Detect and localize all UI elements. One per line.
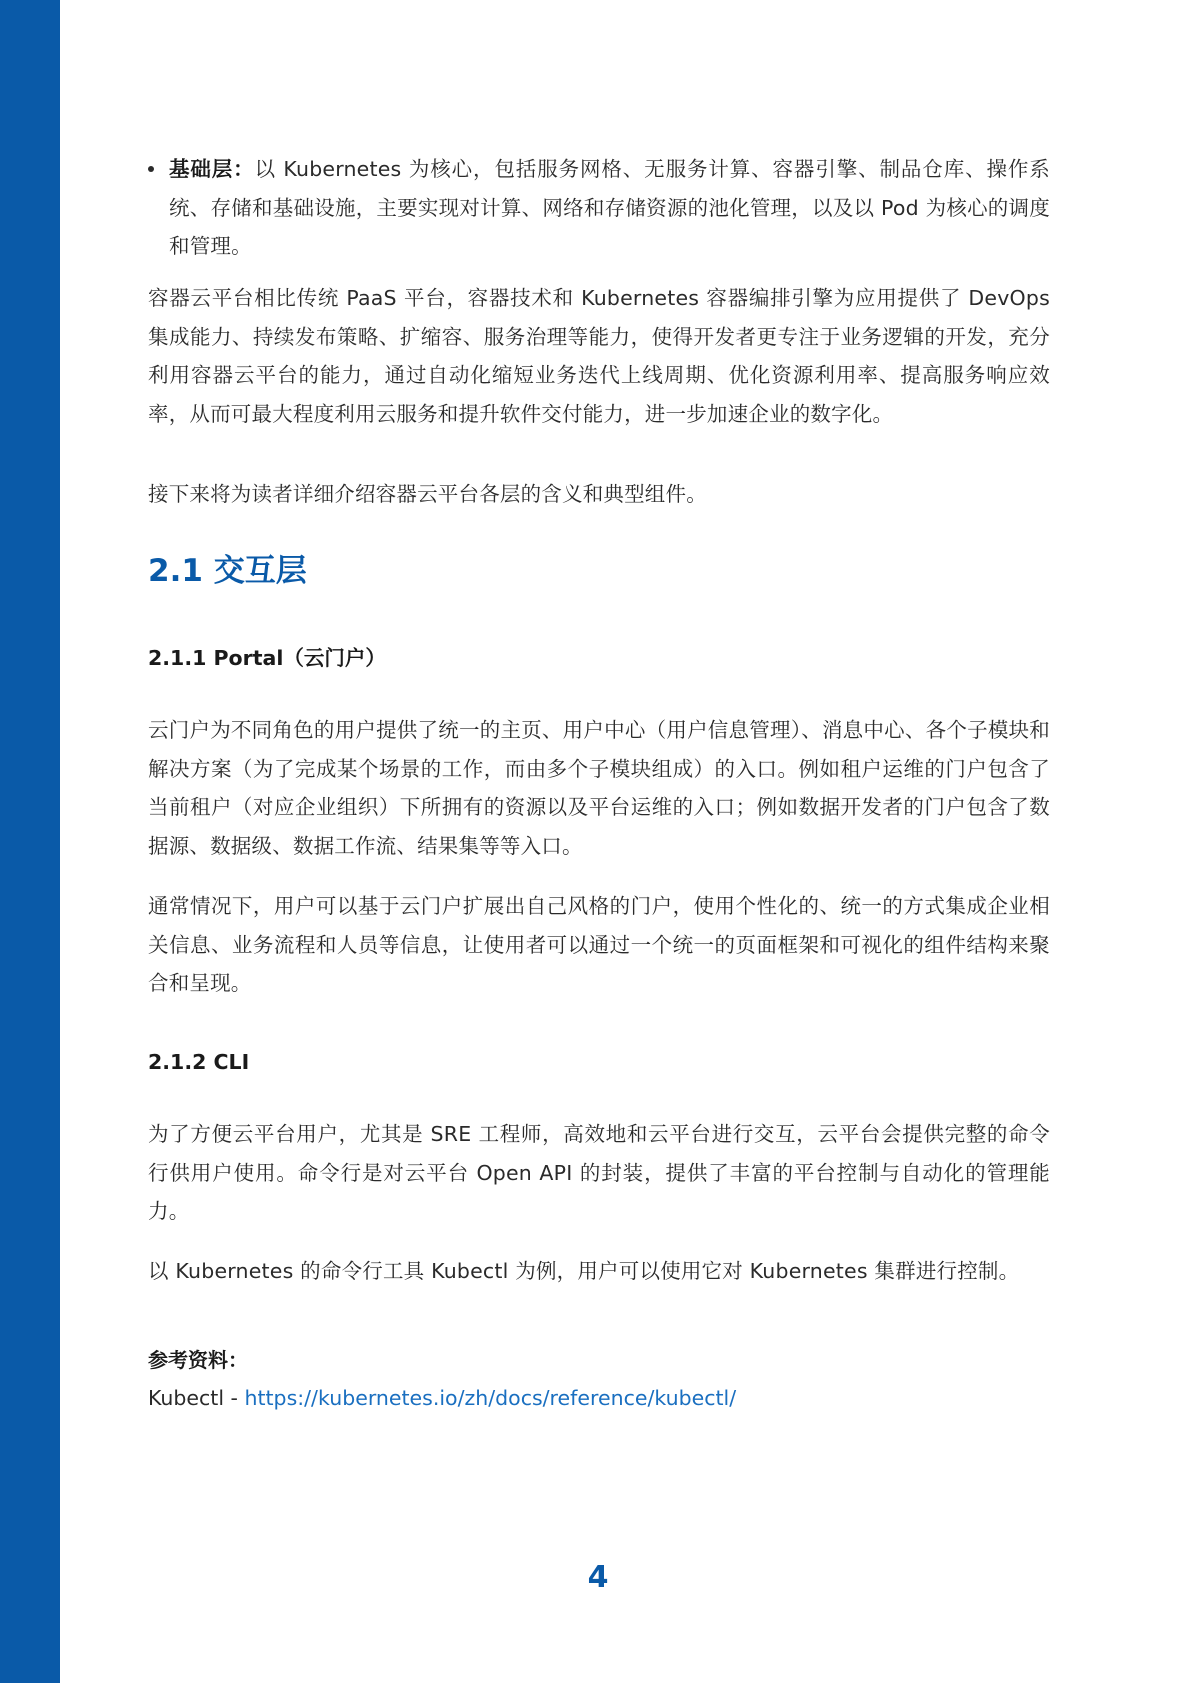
reference-link[interactable]: https://kubernetes.io/zh/docs/reference/kubectl/: [244, 1386, 737, 1410]
subsection-heading-portal: 2.1.1 Portal（云门户）: [148, 646, 386, 670]
intro-paragraph: 容器云平台相比传统 PaaS 平台，容器技术和 Kubernetes 容器编排引擎为应用提供了 DevOps 集成能力、持续发布策略、扩缩容、服务治理等能力，使得开发者更专注于业务逻辑的开发，充分利用容器云平台的能力，通过自动化缩短业务迭代上线周期、优化资源利用率、提高服务响应效率，从而可最大程度利用云服务和提升软件交付能力，进一步加速企业的数字化。: [148, 286, 1050, 426]
references-title: 参考资料：: [148, 1348, 248, 1372]
bullet-body: 以 Kubernetes 为核心，包括服务网格、无服务计算、容器引擎、制品仓库、操作系统、存储和基础设施，主要实现对计算、网络和存储资源的池化管理，以及以 Pod 为核心的调度和管理。: [169, 157, 1050, 258]
page-side-bar: [0, 0, 60, 1683]
bullet-label: 基础层：: [169, 157, 255, 181]
reference-item: [148, 1383, 736, 1413]
bullet-text: [169, 150, 1050, 266]
portal-paragraph-2: 通常情况下，用户可以基于云门户扩展出自己风格的门户，使用个性化的、统一的方式集成企业相关信息、业务流程和人员等信息，让使用者可以通过一个统一的页面框架和可视化的组件结构来聚合和呈现。: [148, 894, 1050, 995]
cli-paragraph-2: 以 Kubernetes 的命令行工具 Kubectl 为例，用户可以使用它对 Kubernetes 集群进行控制。: [148, 1259, 1020, 1283]
reference-label: Kubectl -: [148, 1386, 245, 1410]
bullet-dot-icon: [148, 166, 154, 172]
cli-paragraph-1: 为了方便云平台用户，尤其是 SRE 工程师，高效地和云平台进行交互，云平台会提供完整的命令行供用户使用。命令行是对云平台 Open API 的封装，提供了丰富的平台控制与自动化的管理能力。: [148, 1122, 1050, 1223]
portal-paragraph-1: 云门户为不同角色的用户提供了统一的主页、用户中心（用户信息管理）、消息中心、各个子模块和解决方案（为了完成某个场景的工作，而由多个子模块组成）的入口。例如租户运维的门户包含了当前租户（对应企业组织）下所拥有的资源以及平台运维的入口；例如数据开发者的门户包含了数据源、数据级、数据工作流、结果集等等入口。: [148, 718, 1050, 858]
section-heading: 2.1 交互层: [148, 553, 307, 589]
next-paragraph: 接下来将为读者详细介绍容器云平台各层的含义和典型组件。: [148, 482, 707, 506]
page-number: 4: [587, 1560, 609, 1595]
subsection-heading-cli: 2.1.2 CLI: [148, 1050, 250, 1074]
